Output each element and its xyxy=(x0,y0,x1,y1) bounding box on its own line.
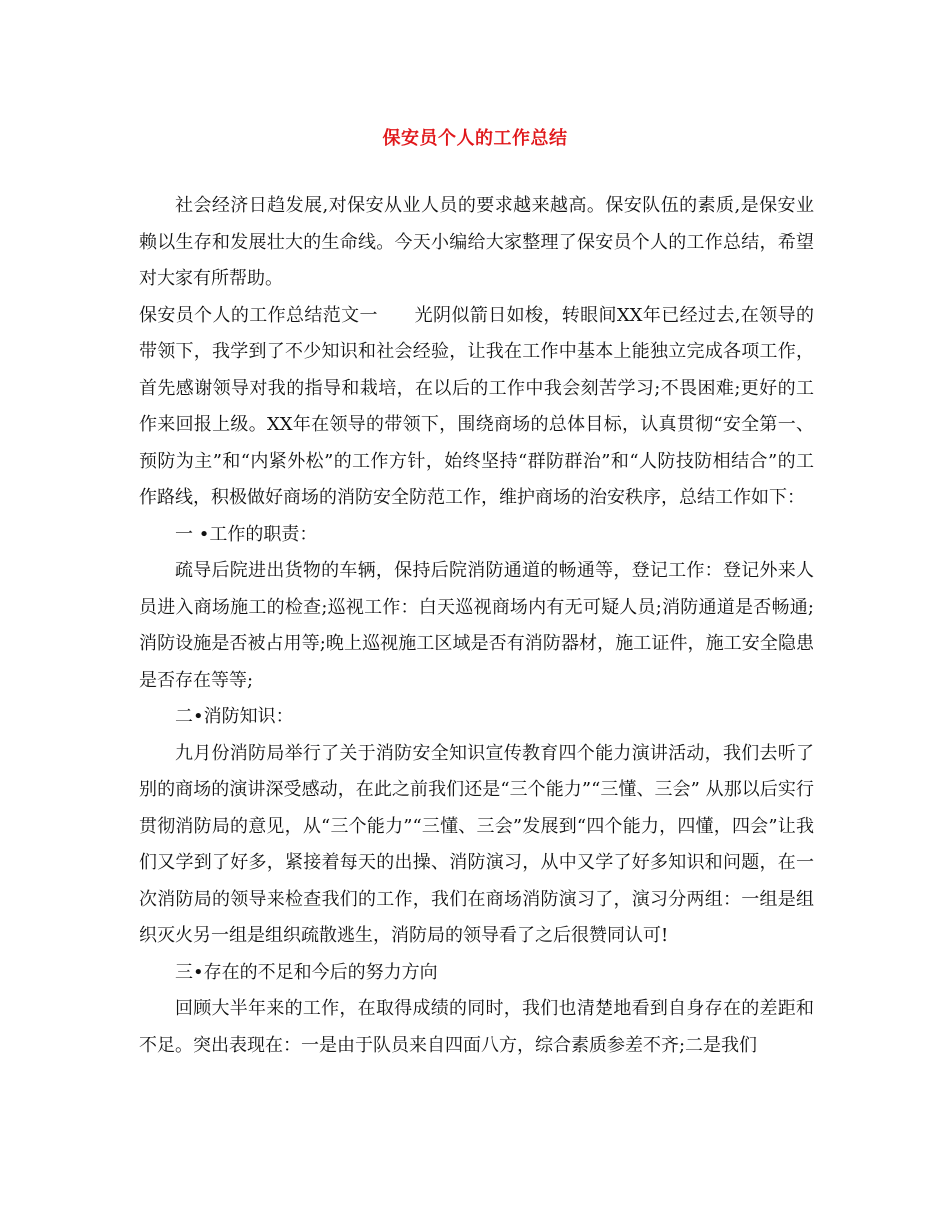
document-title: 保安员个人的工作总结 xyxy=(382,128,568,149)
paragraph-duties: 疏导后院进出货物的车辆，保持后院消防通道的畅通等，登记工作：登记外来人员进入商场施工的检查;巡视工作：白天巡视商场内有无可疑人员;消防通道是否畅通;消防设施是否被占用等;晚上巡视施工区域是否有消防器材，施工证件，施工安全隐患是否存在等等; xyxy=(139,560,814,691)
section-heading-duties: 一 •工作的职责： xyxy=(175,523,318,545)
document-body xyxy=(139,188,814,1064)
section-heading-shortcomings: 三•存在的不足和今后的努力方向 xyxy=(175,961,438,983)
section-heading-fire-knowledge: 二•消防知识： xyxy=(175,706,294,727)
paragraph-intro: 社会经济日趋发展,对保安从业人员的要求越来越高。保安队伍的素质,是保安业赖以生存和发展壮大的生命线。今天小编给大家整理了保安员个人的工作总结，希望对大家有所帮助。 xyxy=(139,195,814,289)
paragraph-shortcomings: 回顾大半年来的工作，在取得成绩的同时，我们也清楚地看到自身存在的差距和不足。突出表现在：一是由于队员来自四面八方，综合素质参差不齐;二是我们 xyxy=(139,998,814,1056)
paragraph-fire-knowledge: 九月份消防局举行了关于消防安全知识宣传教育四个能力演讲活动，我们去听了别的商场的演讲深受感动，在此之前我们还是“三个能力”“三懂、三会” 从那以后实行贯彻消防局的意见，从“三个能力”“三懂、三会”发展到“四个能力，四懂，四会”让我们又学到了好多，紧接着每天的出操、消防演习，从中又学了好多知识和问题，在一次消防局的领导来检查我们的工作，我们在商场消防演习了，演习分两组：一组是组织灭火另一组是组织疏散逃生，消防局的领导看了之后很赞同认可! xyxy=(139,742,814,946)
paragraph-sample-one: 保安员个人的工作总结范文一 光阴似箭日如梭，转眼间XX年已经过去,在领导的带领下，我学到了不少知识和社会经验，让我在工作中基本上能独立完成各项工作，首先感谢领导对我的指导和栽培，在以后的工作中我会刻苦学习;不畏困难;更好的工作来回报上级。XX年在领导的带领下，围绕商场的总体目标，认真贯彻“安全第一、预防为主”和“内紧外松”的工作方针，始终坚持“群防群治”和“人防技防相结合”的工作路线，积极做好商场的消防安全防范工作，维护商场的治安秩序，总结工作如下： xyxy=(139,304,814,508)
